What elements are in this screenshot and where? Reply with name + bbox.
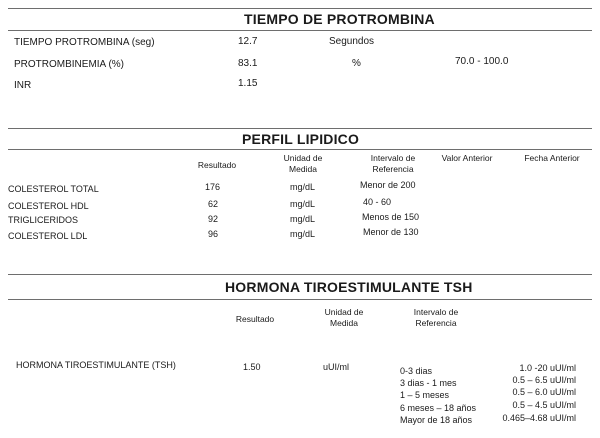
test-value: 83.1 <box>238 58 258 69</box>
test-unit: mg/dL <box>290 214 316 224</box>
section-title-lipid-profile: PERFIL LIPIDICO <box>242 131 360 147</box>
test-label: TIEMPO PROTROMBINA (seg) <box>14 37 155 48</box>
test-value: 12.7 <box>238 36 258 47</box>
section-title-prothrombin: TIEMPO DE PROTROMBINA <box>244 11 435 27</box>
age-group: 3 dias - 1 mes <box>400 378 457 388</box>
test-unit: mg/dL <box>290 229 316 239</box>
test-label: COLESTEROL HDL <box>8 201 89 211</box>
divider <box>8 128 592 129</box>
test-value: 176 <box>205 182 221 192</box>
divider <box>8 30 592 31</box>
test-value: 96 <box>208 229 219 239</box>
test-label: COLESTEROL LDL <box>8 231 88 241</box>
reference-range: Menos de 150 <box>362 212 420 222</box>
reference-range: Menor de 130 <box>363 227 419 237</box>
divider <box>8 274 592 275</box>
reference-range: Menor de 200 <box>360 180 416 190</box>
range-value: 1.0 -20 uUI/ml <box>519 363 576 373</box>
header-interval: Intervalo de Referencia <box>413 307 459 328</box>
divider <box>8 299 592 300</box>
test-unit: mg/dL <box>290 199 316 209</box>
test-label: HORMONA TIROESTIMULANTE (TSH) <box>16 360 176 370</box>
test-value: 1.15 <box>238 78 258 89</box>
reference-range: 40 - 60 <box>363 197 392 207</box>
header-unit: Unidad de Medida <box>324 307 364 328</box>
header-unit: Unidad de Medida <box>283 153 323 174</box>
test-unit: mg/dL <box>290 182 316 192</box>
age-group: 6 meses – 18 años <box>400 403 477 413</box>
range-value: 0.465–4.68 uUI/ml <box>502 413 576 423</box>
test-unit: % <box>352 58 361 69</box>
age-group: Mayor de 18 años <box>400 415 473 425</box>
test-value: 92 <box>208 214 219 224</box>
test-label: INR <box>14 80 32 91</box>
test-value: 62 <box>208 199 219 209</box>
test-unit: uUI/ml <box>323 362 350 372</box>
age-group: 1 – 5 meses <box>400 390 450 400</box>
test-value: 1.50 <box>243 362 261 372</box>
section-title-tsh: HORMONA TIROESTIMULANTE TSH <box>225 279 473 295</box>
range-value: 0.5 – 6.5 uUI/ml <box>512 375 576 385</box>
reference-range: 70.0 - 100.0 <box>455 56 509 67</box>
range-value: 0.5 – 4.5 uUI/ml <box>512 400 576 410</box>
test-unit: Segundos <box>329 36 375 47</box>
header-previous-value: Valor Anterior <box>441 153 493 163</box>
age-group: 0-3 dias <box>400 366 433 376</box>
range-value: 0.5 – 6.0 uUI/ml <box>512 387 576 397</box>
header-result: Resultado <box>197 160 237 170</box>
header-interval: Intervalo de Referencia <box>370 153 416 174</box>
divider <box>8 8 592 9</box>
header-previous-date: Fecha Anterior <box>524 153 580 163</box>
test-label: COLESTEROL TOTAL <box>8 184 99 194</box>
test-label: TRIGLICERIDOS <box>8 215 79 225</box>
header-result: Resultado <box>235 314 275 324</box>
divider <box>8 149 592 150</box>
test-label: PROTROMBINEMIA (%) <box>14 59 125 70</box>
